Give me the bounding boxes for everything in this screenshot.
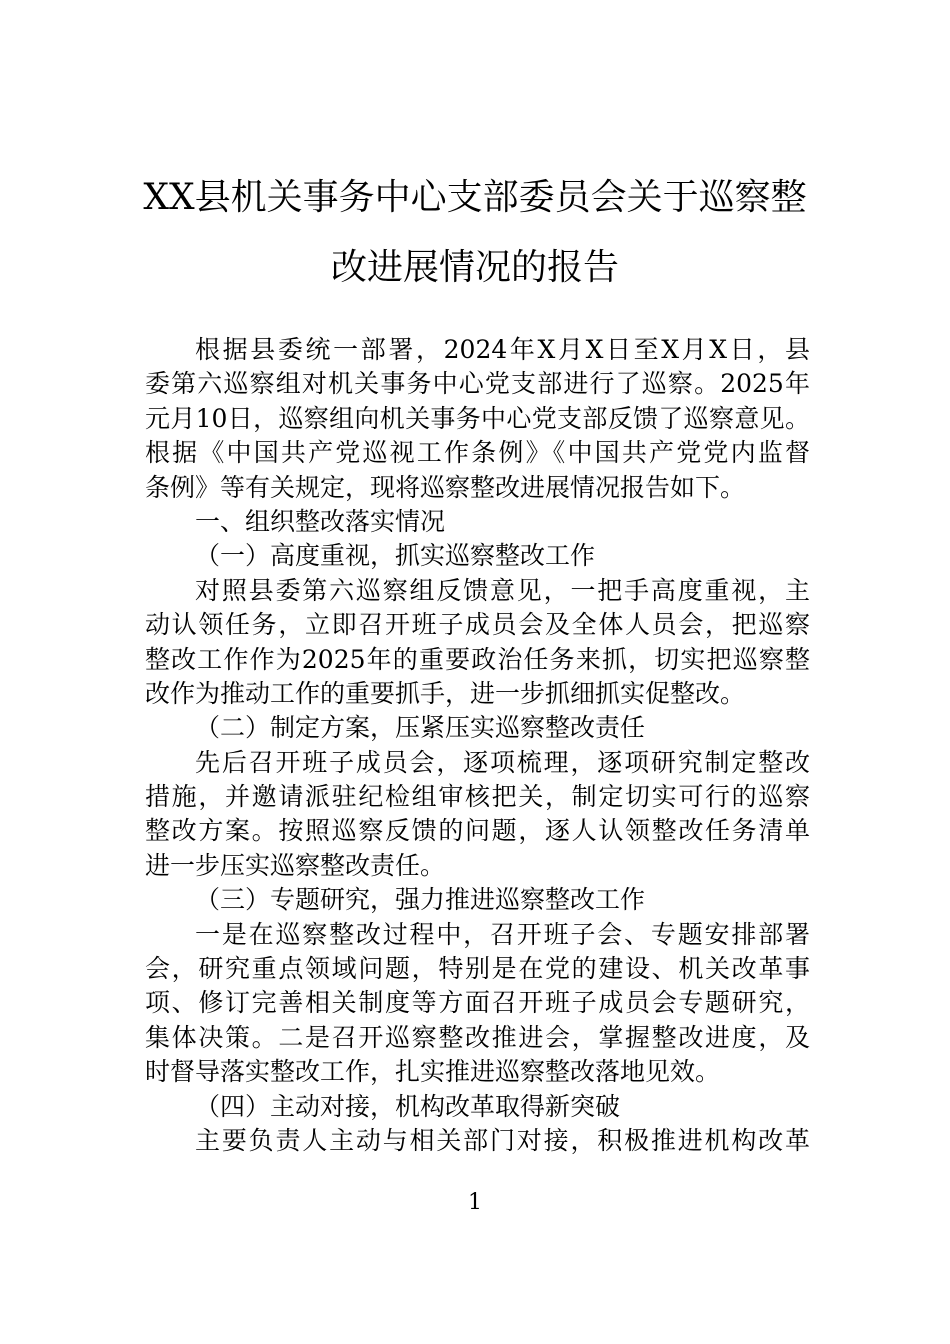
body-line: 元月10日，巡察组向机关事务中心党支部反馈了巡察意见。 (145, 403, 810, 433)
document-title-line-1: XX县机关事务中心支部委员会关于巡察整 (143, 177, 807, 218)
body-line: 委第六巡察组对机关事务中心党支部进行了巡察。2025年 (145, 369, 810, 399)
subsection-heading: （四）主动对接，机构改革取得新突破 (195, 1091, 621, 1121)
body-line: 时督导落实整改工作，扎实推进巡察整改落地见效。 (145, 1057, 721, 1087)
body-line: 先后召开班子成员会，逐项梳理，逐项研究制定整改 (195, 747, 810, 777)
section-heading: 一、组织整改落实情况 (195, 506, 446, 536)
body-line: 集体决策。二是召开巡察整改推进会，掌握整改进度，及 (145, 1022, 810, 1052)
body-line: 根据县委统一部署，2024年X月X日至X月X日，县 (195, 335, 810, 364)
body-line: 措施，并邀请派驻纪检组审核把关，制定切实可行的巡察 (145, 782, 810, 812)
body-line: 整改工作作为2025年的重要政治任务来抓，切实把巡察整 (145, 644, 810, 674)
page-number: 1 (468, 1190, 482, 1215)
body-line: 改作为推动工作的重要抓手，进一步抓细抓实促整改。 (145, 678, 746, 708)
subsection-heading: （二）制定方案，压紧压实巡察整改责任 (195, 713, 646, 743)
body-line: 动认领任务，立即召开班子成员会及全体人员会，把巡察 (145, 610, 810, 640)
body-line: 项、修订完善相关制度等方面召开班子成员会专题研究， (145, 988, 810, 1018)
body-line: 根据《中国共产党巡视工作条例》《中国共产党党内监督 (145, 438, 810, 468)
body-line: 条例》等有关规定，现将巡察整改进展情况报告如下。 (145, 472, 746, 502)
subsection-heading: （一）高度重视，抓实巡察整改工作 (195, 541, 596, 571)
body-line: 一是在巡察整改过程中，召开班子会、专题安排部署 (195, 919, 810, 949)
body-line: 主要负责人主动与相关部门对接，积极推进机构改革 (195, 1125, 810, 1155)
body-line: 整改方案。按照巡察反馈的问题，逐人认领整改任务清单 (145, 816, 810, 846)
document-body (145, 333, 810, 1158)
body-line: 进一步压实巡察整改责任。 (145, 850, 446, 880)
body-line: 对照县委第六巡察组反馈意见，一把手高度重视，主 (195, 575, 810, 605)
document-title-line-2: 改进展情况的报告 (330, 247, 619, 288)
subsection-heading: （三）专题研究，强力推进巡察整改工作 (195, 885, 646, 915)
body-line: 会，研究重点领域问题，特别是在党的建设、机关改革事 (145, 954, 810, 984)
